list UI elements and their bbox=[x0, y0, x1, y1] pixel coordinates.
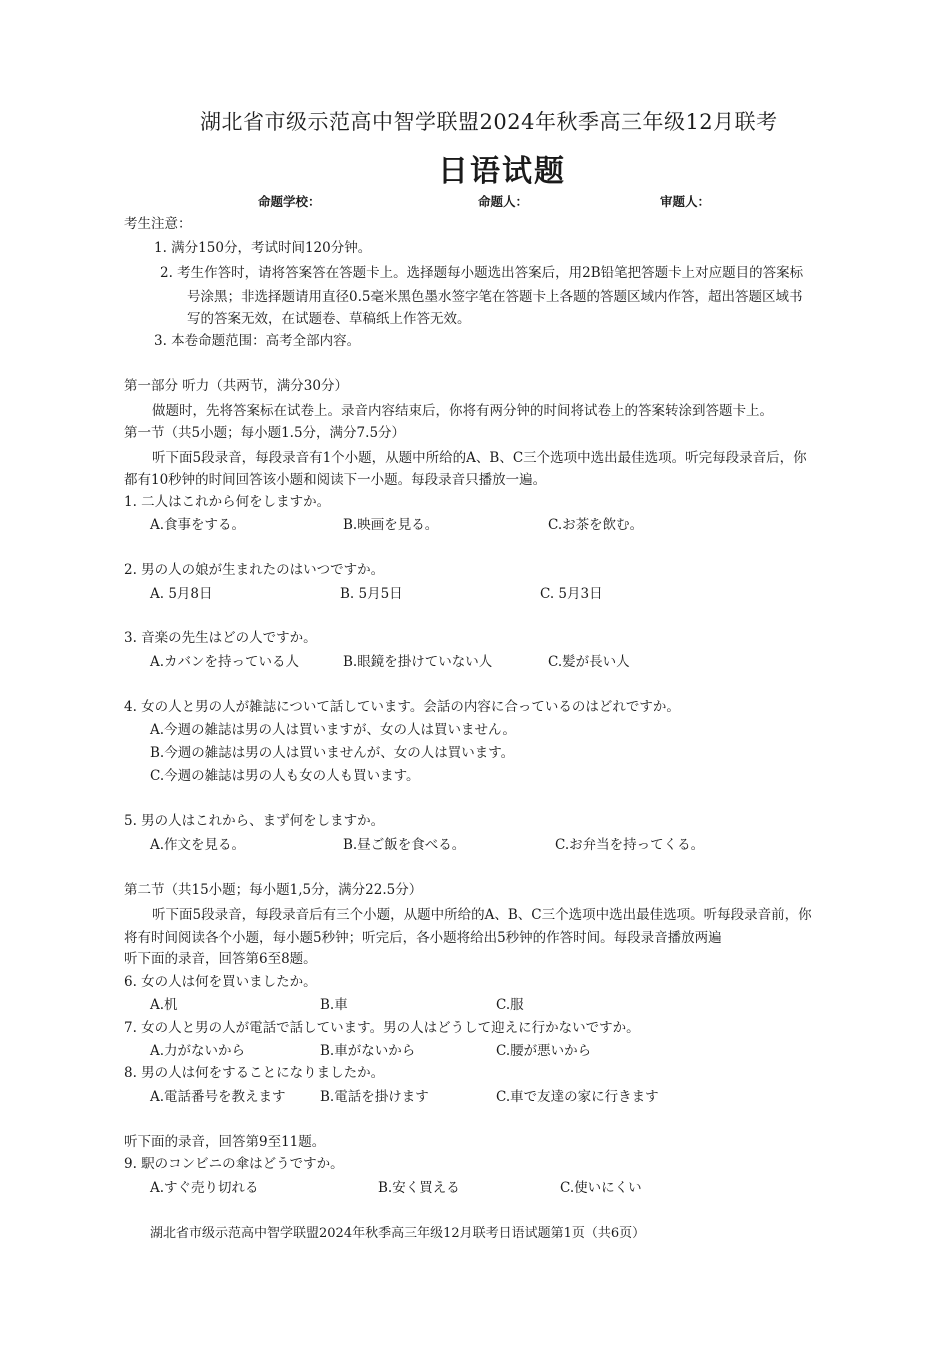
meta-author: 命题人： bbox=[478, 194, 529, 209]
q1-option-a: A.食事をする。 bbox=[150, 517, 246, 533]
question-6: 6. 女の人は何を買いましたか。 bbox=[124, 974, 317, 990]
q2-option-a: A. 5月8日 bbox=[150, 586, 213, 602]
part1-heading: 第一部分 听力（共两节，满分30分） bbox=[124, 378, 348, 394]
question-4: 4. 女の人と男の人が雑誌について話しています。会話の内容に合っているのはどれですか。 bbox=[124, 699, 680, 715]
section2-intro-line-2: 将有时间阅读各个小题，每小题5秒钟；听完后，各小题将给出5秒钟的作答时间。每段录音播放两遍 bbox=[124, 930, 722, 946]
page-footer: 湖北省市级示范高中智学联盟2024年秋季高三年级12月联考日语试题第1页（共6页） bbox=[150, 1226, 646, 1241]
notice-item-3: 3. 本卷命题范围：高考全部内容。 bbox=[154, 333, 361, 349]
q5-option-b: B.昼ご飯を食べる。 bbox=[343, 837, 466, 853]
section1-intro-line-1: 听下面5段录音，每段录音有1个小题，从题中所给的A、B、C三个选项中选出最佳选项。听完每段录音后，你 bbox=[152, 450, 807, 466]
section2-intro-line-1: 听下面5段录音，每段录音后有三个小题，从题中所给的A、B、C三个选项中选出最佳选项。听每段录音前，你 bbox=[152, 907, 812, 923]
q6-option-c: C.服 bbox=[496, 997, 524, 1013]
q9-option-a: A.すぐ売り切れる bbox=[150, 1180, 259, 1196]
q3-option-b: B.眼鏡を掛けていない人 bbox=[343, 654, 493, 670]
question-9: 9. 駅のコンビニの傘はどうですか。 bbox=[124, 1156, 344, 1172]
q1-option-c: C.お茶を飲む。 bbox=[548, 517, 644, 533]
q2-option-c: C. 5月3日 bbox=[540, 586, 603, 602]
notice-item-2-line-1: 2. 考生作答时，请将答案答在答题卡上。选择题每小题选出答案后，用2B铅笔把答题卡上对应题目的答案标 bbox=[160, 265, 804, 281]
q4-option-c: C.今週の雑誌は男の人も女の人も買います。 bbox=[150, 768, 420, 784]
meta-reviewer: 审题人： bbox=[660, 194, 711, 209]
q9-option-b: B.安く買える bbox=[378, 1180, 460, 1196]
notice-item-1: 1. 满分150分，考试时间120分钟。 bbox=[154, 240, 372, 256]
page-subtitle: 日语试题 bbox=[438, 154, 566, 189]
q2-option-b: B. 5月5日 bbox=[340, 586, 403, 602]
section2-heading: 第二节（共15小题；每小题1,5分，满分22.5分） bbox=[124, 882, 423, 898]
q1-option-b: B.映画を見る。 bbox=[343, 517, 439, 533]
question-7: 7. 女の人と男の人が電話で話しています。男の人はどうして迎えに行かないですか。 bbox=[124, 1020, 640, 1036]
question-3: 3. 音楽の先生はどの人ですか。 bbox=[124, 630, 317, 646]
q8-option-b: B.電話を掛けます bbox=[320, 1089, 429, 1105]
question-8: 8. 男の人は何をすることになりましたか。 bbox=[124, 1065, 385, 1081]
notice-item-2-line-3: 写的答案无效，在试题卷、草稿纸上作答无效。 bbox=[187, 311, 471, 327]
section1-heading: 第一节（共5小题；每小题1.5分，满分7.5分） bbox=[124, 425, 406, 441]
group-1-instruction: 听下面的录音，回答第6至8题。 bbox=[124, 951, 317, 967]
page-title: 湖北省市级示范高中智学联盟2024年秋季高三年级12月联考 bbox=[200, 110, 778, 134]
notice-item-2-line-2: 号涂黑；非选择题请用直径0.5毫米黑色墨水签字笔在答题卡上各题的答题区域内作答，超出答题区域书 bbox=[187, 289, 803, 305]
group-2-instruction: 听下面的录音，回答第9至11题。 bbox=[124, 1134, 326, 1150]
q7-option-a: A.力がないから bbox=[150, 1043, 246, 1059]
q4-option-b: B.今週の雑誌は男の人は買いませんが、女の人は買います。 bbox=[150, 745, 515, 761]
question-2: 2. 男の人の娘が生まれたのはいつですか。 bbox=[124, 562, 385, 578]
q3-option-c: C.髪が長い人 bbox=[548, 654, 630, 670]
q7-option-c: C.腰が悪いから bbox=[496, 1043, 592, 1059]
q6-option-a: A.机 bbox=[150, 997, 178, 1013]
q9-option-c: C.使いにくい bbox=[560, 1180, 642, 1196]
section1-intro-line-2: 都有10秒钟的时间回答该小题和阅读下一小题。每段录音只播放一遍。 bbox=[124, 472, 547, 488]
q8-option-c: C.車で友達の家に行きます bbox=[496, 1089, 659, 1105]
q5-option-c: C.お弁当を持ってくる。 bbox=[555, 837, 705, 853]
q6-option-b: B.車 bbox=[320, 997, 348, 1013]
question-5: 5. 男の人はこれから、まず何をしますか。 bbox=[124, 813, 385, 829]
part1-intro: 做题时，先将答案标在试卷上。录音内容结束后，你将有两分钟的时间将试卷上的答案转涂到答题卡上。 bbox=[152, 403, 773, 419]
q7-option-b: B.車がないから bbox=[320, 1043, 416, 1059]
meta-school: 命题学校： bbox=[258, 194, 321, 209]
q5-option-a: A.作文を見る。 bbox=[150, 837, 246, 853]
notice-heading: 考生注意： bbox=[124, 216, 192, 232]
question-1: 1. 二人はこれから何をしますか。 bbox=[124, 494, 331, 510]
q8-option-a: A.電話番号を教えます bbox=[150, 1089, 286, 1105]
q4-option-a: A.今週の雑誌は男の人は買いますが、女の人は買いません。 bbox=[150, 722, 516, 738]
q3-option-a: A.カバンを持っている人 bbox=[150, 654, 300, 670]
